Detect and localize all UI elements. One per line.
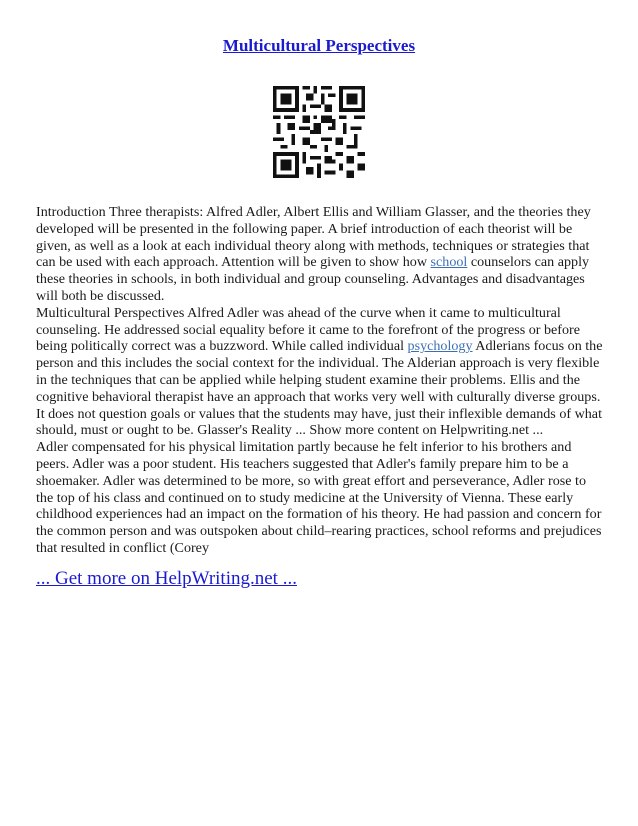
title-link[interactable]: Multicultural Perspectives <box>222 36 416 55</box>
paragraph-text: counselors can apply these theories in schools, in both individual and group counseling. Advantages and disadvantages will both be discussed. <box>36 254 590 304</box>
school-link[interactable]: school <box>430 254 468 271</box>
qr-code-icon <box>273 86 365 178</box>
paragraph-text: Adlerians focus on the person and this includes the social context for the individual. The Alderian approach is very flexible in the techniques that can be applied while helping student examine their problems. Ellis and the cognitive behavioral therapist have an approach that works very well with culturally diverse groups. It does not question goals or values that the students may have, just their inflexible demands of what should, must or ought to be. Glasser's Reality ... Show more content on Helpwriting.net ... <box>36 338 603 439</box>
article-body <box>36 204 604 557</box>
paragraph-text: Multicultural Perspectives Alfred Adler was ahead of the curve when it came to multicultural counseling. He addressed social equality before it came to the forefront of the progress or before being politically correct was a buzzword. While called individual <box>36 304 580 355</box>
psychology-link[interactable]: psychology <box>407 338 473 355</box>
paragraph-adler: Adler compensated for his physical limitation partly because he felt inferior to his brothers and peers. Adler was a poor student. His teachers suggested that Adler's family prepare him to be a shoemaker. Adler was determined to be more, so with great effort and perseverance, Adler rose to the top of his class and continued on to study medicine at the University of Vienna. These early childhood experiences had an impact on the formation of his theory. He had passion and concern for the common person and was outspoken about child–rearing practices, school reforms and prejudices that resulted in conflict (Corey <box>36 439 602 556</box>
get-more-link[interactable]: ... Get more on HelpWriting.net ... <box>36 568 297 589</box>
paragraph-introduction <box>36 204 604 305</box>
page-title <box>0 36 638 56</box>
paragraph-multicultural <box>36 305 604 439</box>
paragraph-text: Introduction Three therapists: Alfred Adler, Albert Ellis and William Glasser, and the theories they developed will be presented in the following paper. A brief introduction of each theorist will be given, as well as a look at each individual theory along with methods, techniques or strategies that can be used with each approach. Attention will be given to show how <box>36 204 591 271</box>
